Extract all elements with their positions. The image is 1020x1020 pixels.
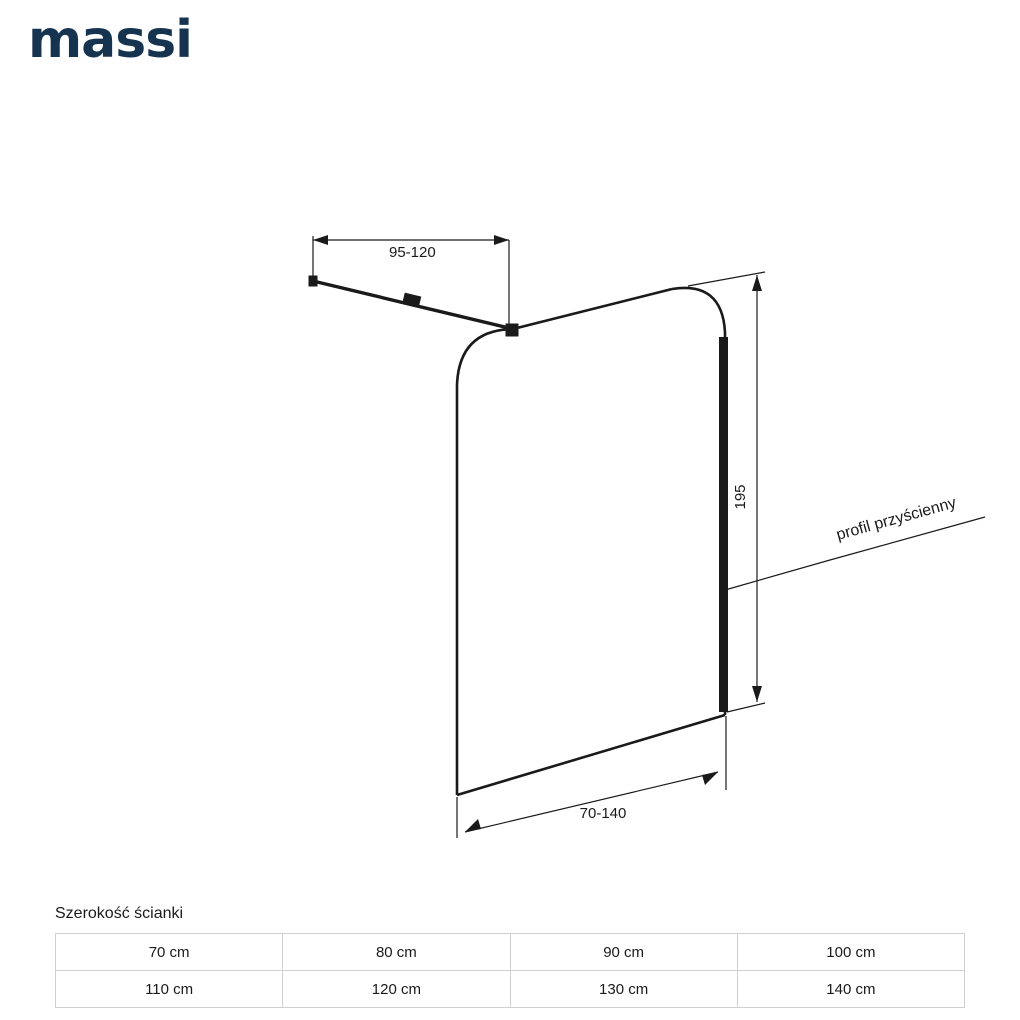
- dimension-top-arm-label: 95-120: [389, 244, 436, 261]
- table-cell: 110 cm: [56, 971, 283, 1008]
- table-title: Szerokość ścianki: [55, 905, 184, 922]
- wall-profile-bar: [719, 337, 728, 712]
- glass-panel-outline: [457, 288, 725, 795]
- stabilizer-bar: [309, 276, 518, 336]
- brand-logo: massi: [28, 10, 192, 70]
- table-cell: 140 cm: [737, 971, 964, 1008]
- table-cell: 100 cm: [737, 934, 964, 971]
- table-cell: 80 cm: [283, 934, 510, 971]
- table-row: [56, 934, 965, 971]
- table-cell: 70 cm: [56, 934, 283, 971]
- table-row: [56, 971, 965, 1008]
- dimension-width-label: 70-140: [579, 805, 627, 822]
- wall-width-table: [55, 933, 965, 1008]
- table-cell: 90 cm: [510, 934, 737, 971]
- table-cell: 130 cm: [510, 971, 737, 1008]
- callout-wall-profile-label: profil przyścienny: [834, 494, 959, 544]
- dimension-height-label: 195: [732, 484, 749, 510]
- wall-width-table-section: [55, 905, 965, 1008]
- table-cell: 120 cm: [283, 971, 510, 1008]
